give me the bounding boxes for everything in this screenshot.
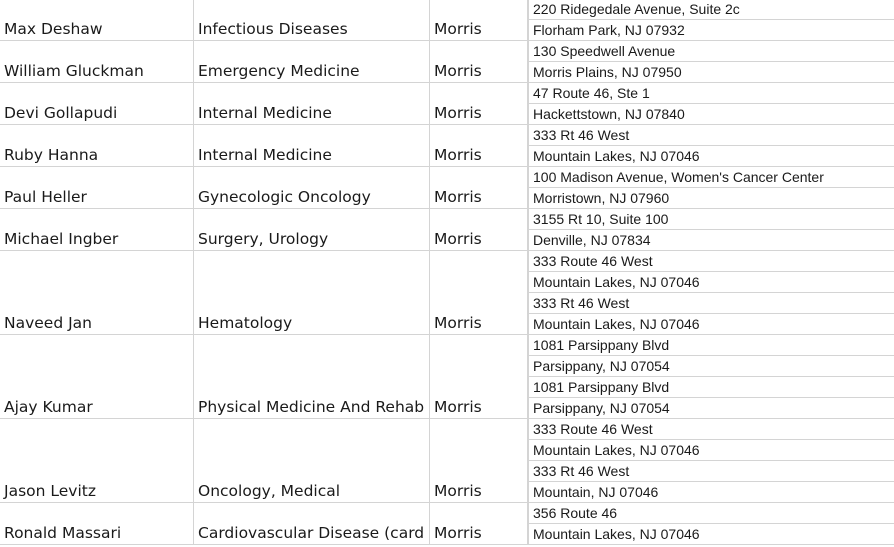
specialty-cell[interactable] bbox=[194, 503, 430, 545]
county-cell-text: Morris bbox=[434, 188, 482, 206]
address-line-cell[interactable] bbox=[528, 20, 894, 41]
address-line-cell[interactable] bbox=[528, 398, 894, 419]
table-row bbox=[0, 41, 894, 83]
specialty-cell[interactable] bbox=[194, 251, 430, 335]
county-cell[interactable] bbox=[430, 41, 528, 83]
address-line-cell[interactable] bbox=[528, 524, 894, 545]
address-line-text: 333 Rt 46 West bbox=[533, 127, 630, 143]
address-line-cell[interactable] bbox=[528, 293, 894, 314]
address-line-cell[interactable] bbox=[528, 146, 894, 167]
address-line-cell[interactable] bbox=[528, 356, 894, 377]
table-row bbox=[0, 0, 894, 41]
specialty-cell[interactable] bbox=[194, 335, 430, 419]
provider-name-cell-text: Ronald Massari bbox=[4, 524, 122, 542]
address-line-text: 220 Ridegedale Avenue, Suite 2c bbox=[533, 1, 740, 17]
provider-name-cell[interactable] bbox=[0, 503, 194, 545]
county-cell[interactable] bbox=[430, 0, 528, 41]
address-line-text: Mountain Lakes, NJ 07046 bbox=[533, 148, 700, 164]
address-cell bbox=[528, 251, 894, 335]
address-line-cell[interactable] bbox=[528, 440, 894, 461]
address-cell bbox=[528, 125, 894, 167]
address-line-text: Morris Plains, NJ 07950 bbox=[533, 64, 682, 80]
table-row bbox=[0, 251, 894, 335]
specialty-cell[interactable] bbox=[194, 167, 430, 209]
address-line-cell[interactable] bbox=[528, 461, 894, 482]
county-cell[interactable] bbox=[430, 209, 528, 251]
provider-name-cell[interactable] bbox=[0, 419, 194, 503]
specialty-cell[interactable] bbox=[194, 41, 430, 83]
county-cell-text: Morris bbox=[434, 146, 482, 164]
address-line-text: 3155 Rt 10, Suite 100 bbox=[533, 211, 669, 227]
county-cell-text: Morris bbox=[434, 104, 482, 122]
address-cell bbox=[528, 41, 894, 83]
specialty-cell-text: Emergency Medicine bbox=[198, 62, 360, 80]
provider-name-cell-text: Jason Levitz bbox=[4, 482, 96, 500]
county-cell[interactable] bbox=[430, 83, 528, 125]
address-line-text: 333 Rt 46 West bbox=[533, 463, 630, 479]
table-row bbox=[0, 419, 894, 503]
address-cell bbox=[528, 209, 894, 251]
county-cell-text: Morris bbox=[434, 482, 482, 500]
table-row bbox=[0, 209, 894, 251]
table-row bbox=[0, 335, 894, 419]
specialty-cell-text: Gynecologic Oncology bbox=[198, 188, 371, 206]
address-cell bbox=[528, 503, 894, 545]
address-line-cell[interactable] bbox=[528, 230, 894, 251]
table-row bbox=[0, 125, 894, 167]
county-cell-text: Morris bbox=[434, 62, 482, 80]
provider-name-cell[interactable] bbox=[0, 251, 194, 335]
county-cell[interactable] bbox=[430, 503, 528, 545]
address-line-cell[interactable] bbox=[528, 125, 894, 146]
specialty-cell-text: Internal Medicine bbox=[198, 146, 332, 164]
provider-name-cell-text: Ajay Kumar bbox=[4, 398, 93, 416]
provider-name-cell[interactable] bbox=[0, 167, 194, 209]
address-line-text: Mountain Lakes, NJ 07046 bbox=[533, 526, 700, 542]
address-line-text: Hackettstown, NJ 07840 bbox=[533, 106, 685, 122]
county-cell[interactable] bbox=[430, 251, 528, 335]
address-line-cell[interactable] bbox=[528, 83, 894, 104]
address-line-text: Denville, NJ 07834 bbox=[533, 232, 651, 248]
specialty-cell-text: Physical Medicine And Rehab bbox=[198, 398, 425, 416]
address-line-text: 333 Route 46 West bbox=[533, 253, 653, 269]
address-line-text: 47 Route 46, Ste 1 bbox=[533, 85, 650, 101]
county-cell-text: Morris bbox=[434, 230, 482, 248]
specialty-cell-text: Surgery, Urology bbox=[198, 230, 329, 248]
address-line-cell[interactable] bbox=[528, 272, 894, 293]
address-cell bbox=[528, 83, 894, 125]
provider-name-cell[interactable] bbox=[0, 0, 194, 41]
address-line-cell[interactable] bbox=[528, 188, 894, 209]
address-line-cell[interactable] bbox=[528, 167, 894, 188]
address-cell bbox=[528, 335, 894, 419]
provider-name-cell-text: Paul Heller bbox=[4, 188, 87, 206]
address-line-text: Mountain Lakes, NJ 07046 bbox=[533, 316, 700, 332]
address-line-text: Mountain, NJ 07046 bbox=[533, 484, 659, 500]
specialty-cell-text: Internal Medicine bbox=[198, 104, 332, 122]
specialty-cell[interactable] bbox=[194, 125, 430, 167]
provider-name-cell[interactable] bbox=[0, 41, 194, 83]
provider-name-cell[interactable] bbox=[0, 209, 194, 251]
county-cell[interactable] bbox=[430, 125, 528, 167]
address-line-cell[interactable] bbox=[528, 377, 894, 398]
address-line-text: 333 Route 46 West bbox=[533, 421, 653, 437]
address-line-cell[interactable] bbox=[528, 0, 894, 20]
county-cell[interactable] bbox=[430, 167, 528, 209]
address-line-text: Mountain Lakes, NJ 07046 bbox=[533, 442, 700, 458]
address-cell bbox=[528, 167, 894, 209]
specialty-cell-text: Hematology bbox=[198, 314, 293, 332]
table-row bbox=[0, 167, 894, 209]
provider-name-cell-text: Ruby Hanna bbox=[4, 146, 99, 164]
address-cell bbox=[528, 0, 894, 41]
address-line-cell[interactable] bbox=[528, 335, 894, 356]
provider-name-cell-text: Michael Ingber bbox=[4, 230, 119, 248]
address-line-text: 130 Speedwell Avenue bbox=[533, 43, 676, 59]
specialty-cell[interactable] bbox=[194, 209, 430, 251]
county-cell-text: Morris bbox=[434, 20, 482, 38]
address-line-text: Parsippany, NJ 07054 bbox=[533, 400, 670, 416]
county-cell-text: Morris bbox=[434, 314, 482, 332]
address-line-text: Florham Park, NJ 07932 bbox=[533, 22, 685, 38]
county-cell[interactable] bbox=[430, 419, 528, 503]
address-line-cell[interactable] bbox=[528, 62, 894, 83]
address-line-cell[interactable] bbox=[528, 209, 894, 230]
provider-name-cell-text: William Gluckman bbox=[4, 62, 144, 80]
address-line-text: Morristown, NJ 07960 bbox=[533, 190, 670, 206]
specialty-cell[interactable] bbox=[194, 419, 430, 503]
address-line-cell[interactable] bbox=[528, 314, 894, 335]
county-cell[interactable] bbox=[430, 335, 528, 419]
address-line-text: 1081 Parsippany Blvd bbox=[533, 379, 670, 395]
address-line-text: Parsippany, NJ 07054 bbox=[533, 358, 670, 374]
address-line-cell[interactable] bbox=[528, 251, 894, 272]
provider-name-cell-text: Max Deshaw bbox=[4, 20, 103, 38]
county-cell-text: Morris bbox=[434, 398, 482, 416]
specialty-cell-text: Cardiovascular Disease (card bbox=[198, 524, 425, 542]
address-line-cell[interactable] bbox=[528, 104, 894, 125]
provider-name-cell[interactable] bbox=[0, 335, 194, 419]
county-cell-text: Morris bbox=[434, 524, 482, 542]
address-line-cell[interactable] bbox=[528, 503, 894, 524]
address-line-text: 1081 Parsippany Blvd bbox=[533, 337, 670, 353]
address-line-cell[interactable] bbox=[528, 482, 894, 503]
specialty-cell-text: Infectious Diseases bbox=[198, 20, 348, 38]
address-line-text: 333 Rt 46 West bbox=[533, 295, 630, 311]
address-line-text: Mountain Lakes, NJ 07046 bbox=[533, 274, 700, 290]
address-line-cell[interactable] bbox=[528, 41, 894, 62]
specialty-cell[interactable] bbox=[194, 83, 430, 125]
specialty-cell[interactable] bbox=[194, 0, 430, 41]
table-row bbox=[0, 503, 894, 545]
provider-name-cell-text: Devi Gollapudi bbox=[4, 104, 118, 122]
address-line-text: 356 Route 46 bbox=[533, 505, 618, 521]
specialty-cell-text: Oncology, Medical bbox=[198, 482, 341, 500]
provider-name-cell-text: Naveed Jan bbox=[4, 314, 92, 332]
address-line-text: 100 Madison Avenue, Women's Cancer Center bbox=[533, 169, 824, 185]
provider-name-cell[interactable] bbox=[0, 83, 194, 125]
address-line-cell[interactable] bbox=[528, 419, 894, 440]
provider-name-cell[interactable] bbox=[0, 125, 194, 167]
address-cell bbox=[528, 419, 894, 503]
table-row bbox=[0, 83, 894, 125]
